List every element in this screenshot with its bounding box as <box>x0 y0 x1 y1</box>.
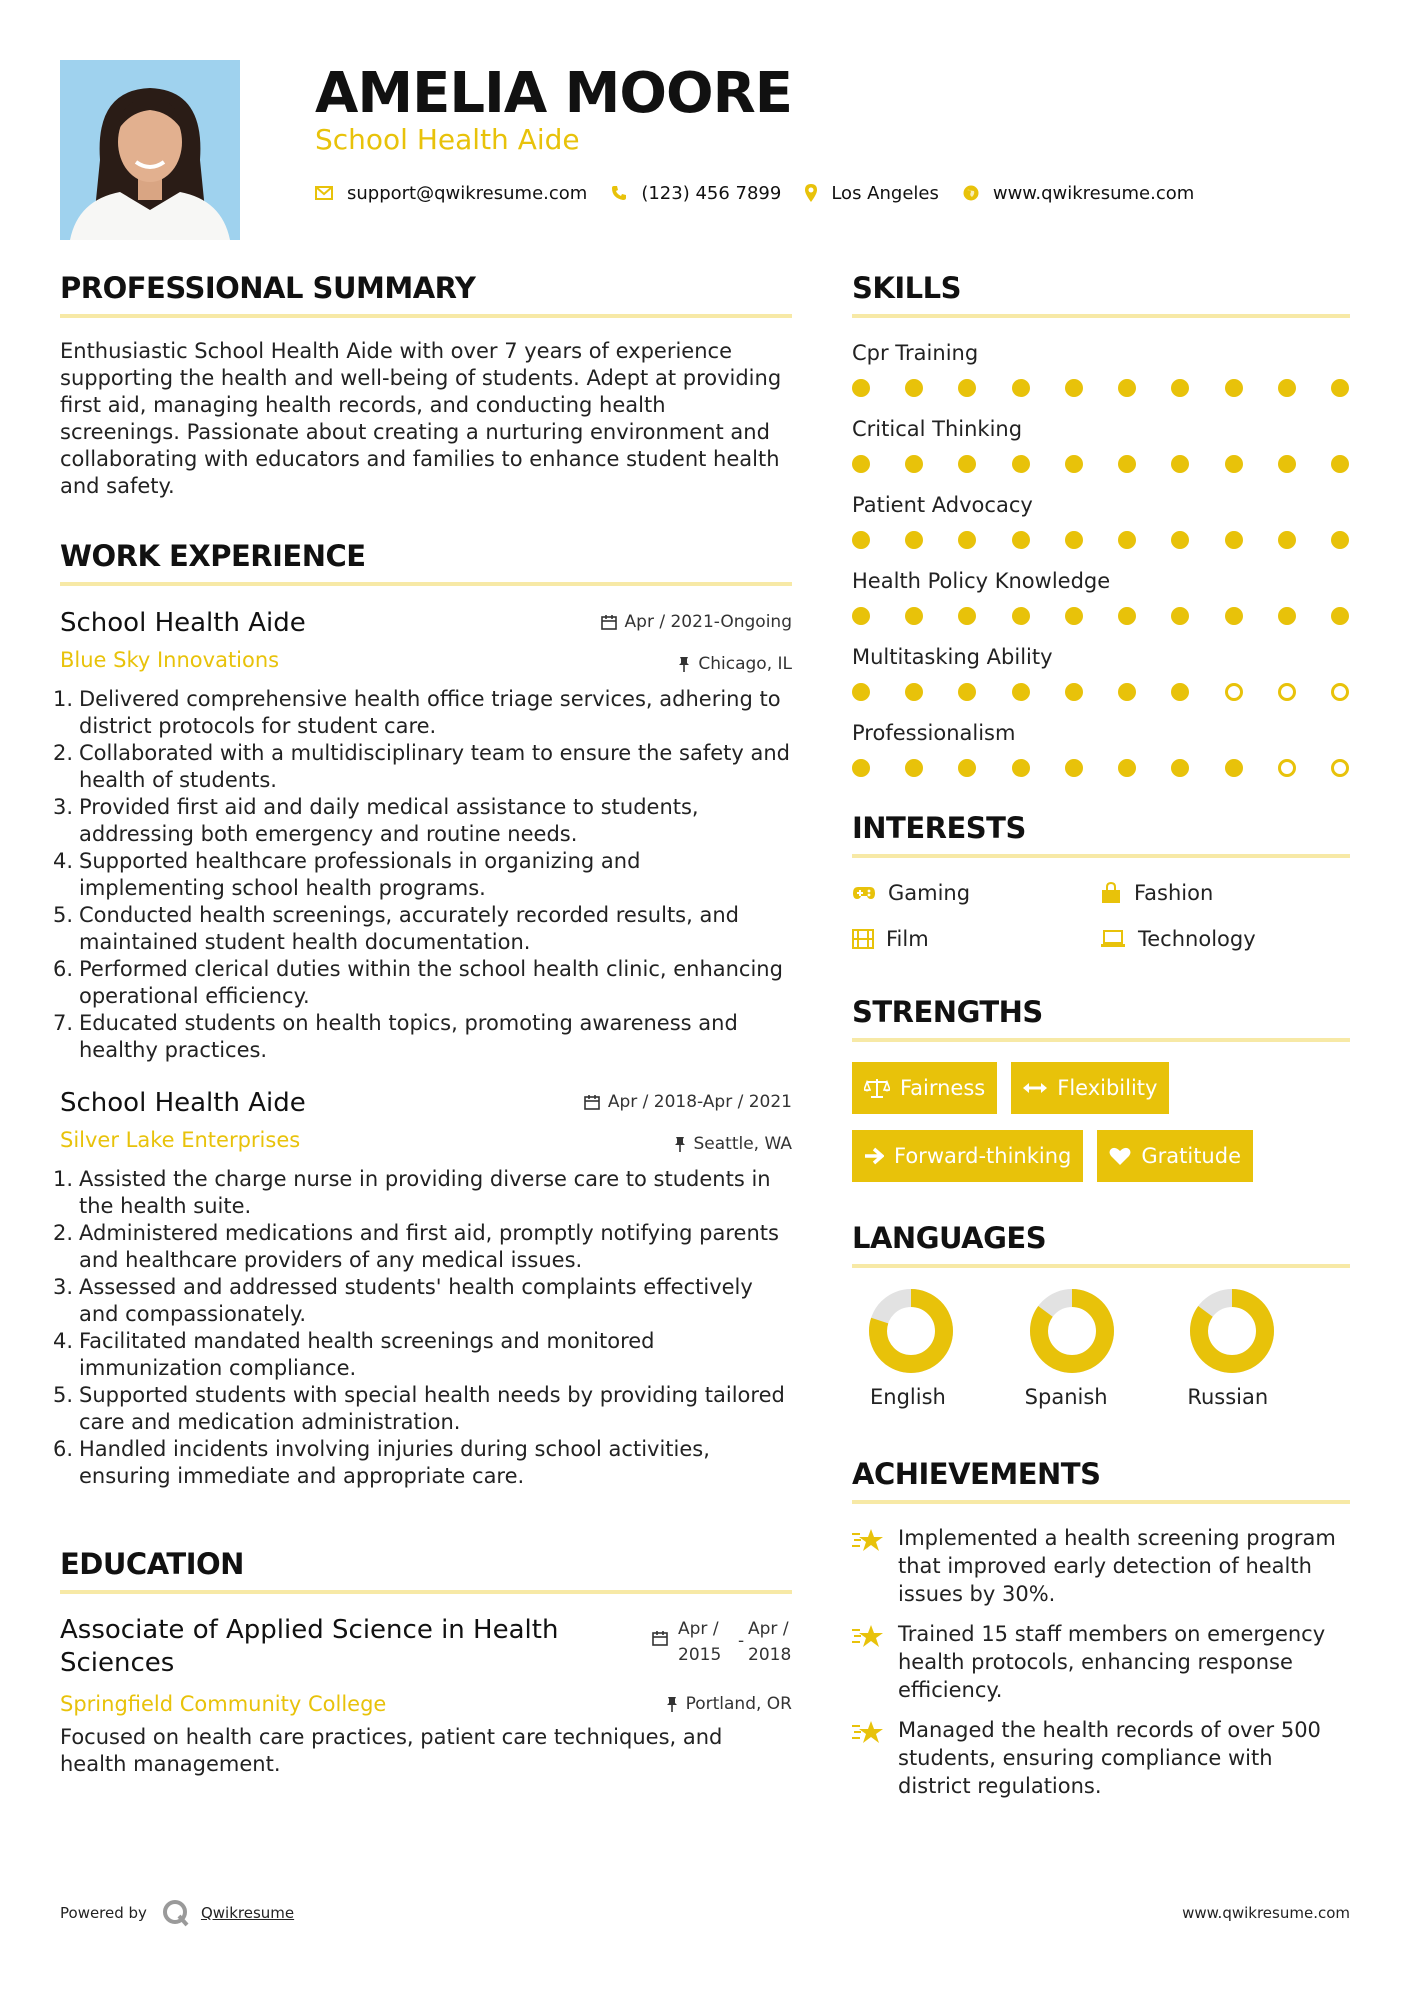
interests-heading: INTERESTS <box>852 810 1350 858</box>
language-item: Spanish <box>1029 1288 1190 1412</box>
skill-dot-filled <box>1278 531 1296 549</box>
phone-icon <box>611 185 627 201</box>
skill-dot-filled <box>1278 379 1296 397</box>
envelope-icon <box>315 186 333 200</box>
language-level-ring <box>1189 1288 1275 1374</box>
company-name: Silver Lake Enterprises <box>60 1128 301 1152</box>
powered-by-text: Powered by <box>60 1904 147 1922</box>
strengths-tags <box>852 1062 1350 1198</box>
shopping-bag-icon <box>1100 882 1122 904</box>
map-pin-icon <box>805 184 817 202</box>
calendar-icon <box>584 1094 600 1110</box>
skill-dot-filled <box>958 759 976 777</box>
skill-dot-filled <box>1012 607 1030 625</box>
education-date <box>652 1616 792 1668</box>
skill-dot-filled <box>852 379 870 397</box>
email-text: support@qwikresume.com <box>347 182 588 204</box>
job-title: School Health Aide <box>60 608 306 638</box>
pushpin-icon <box>674 1136 686 1152</box>
skill-dot-empty <box>1278 683 1296 701</box>
contact-phone[interactable] <box>611 183 781 204</box>
skill-dot-filled <box>1225 607 1243 625</box>
skill-rating <box>852 596 1350 636</box>
laptop-icon <box>1100 930 1126 948</box>
skill-dot-filled <box>1118 379 1136 397</box>
job-location <box>678 654 792 674</box>
skills-heading: SKILLS <box>852 270 1350 318</box>
skill-rating <box>852 520 1350 560</box>
skill-dot-filled <box>1012 379 1030 397</box>
list-item: 7. Educated students on health topics, promoting awareness and healthy practices. <box>53 1011 738 1062</box>
skill-dot-filled <box>905 455 923 473</box>
languages-heading: LANGUAGES <box>852 1220 1350 1268</box>
list-item: 1. Delivered comprehensive health office triage services, adhering to district protocols for student care. <box>53 687 781 738</box>
skill-dot-filled <box>852 455 870 473</box>
education-entry <box>60 1614 792 1778</box>
date-separator: - <box>738 1631 745 1651</box>
skill-dot-filled <box>1171 683 1189 701</box>
skill-dot-filled <box>1065 759 1083 777</box>
skill-rating <box>852 672 1350 712</box>
education-end: Apr / 2018 <box>748 1619 792 1665</box>
skill-dot-filled <box>958 531 976 549</box>
interest-item: Fashion <box>1100 878 1350 908</box>
language-level-ring <box>868 1288 954 1374</box>
skill-item: Patient Advocacy <box>852 490 1350 560</box>
skill-dot-filled <box>1331 455 1349 473</box>
contact-website[interactable] <box>963 183 1194 204</box>
skill-item: Multitasking Ability <box>852 642 1350 712</box>
skill-dot-filled <box>1118 455 1136 473</box>
pushpin-icon <box>666 1696 678 1712</box>
education-sub <box>60 1692 792 1716</box>
skill-dot-filled <box>852 607 870 625</box>
skill-dot-filled <box>1118 759 1136 777</box>
candidate-name: AMELIA MOORE <box>315 61 792 126</box>
list-item: 2. Administered medications and first aid, promptly notifying parents and healthcare providers of any medical issues. <box>53 1221 779 1272</box>
skill-dot-filled <box>1065 607 1083 625</box>
list-item: 2. Collaborated with a multidisciplinary team to ensure the safety and health of students. <box>53 741 790 792</box>
achievement-item: Managed the health records of over 500 students, ensuring compliance with district regulations. <box>852 1716 1350 1800</box>
school-name: Springfield Community College <box>60 1692 387 1716</box>
skill-item: Professionalism <box>852 718 1350 788</box>
contact-bar <box>315 178 1218 208</box>
skill-dot-filled <box>1331 531 1349 549</box>
powered-by <box>60 1898 294 1928</box>
calendar-icon <box>601 614 617 630</box>
list-item: 4. Facilitated mandated health screenings and monitored immunization compliance. <box>53 1329 655 1380</box>
job-date-text: Apr / 2018-Apr / 2021 <box>607 1092 792 1112</box>
skill-dot-empty <box>1331 759 1349 777</box>
balance-scale-icon <box>864 1077 890 1099</box>
skill-dot-filled <box>1065 455 1083 473</box>
skill-dot-filled <box>852 683 870 701</box>
list-item: 6. Performed clerical duties within the school health clinic, enhancing operational efficiency. <box>53 957 783 1008</box>
skill-dot-empty <box>1331 683 1349 701</box>
skill-dot-filled <box>1065 379 1083 397</box>
interests-grid <box>852 878 1350 954</box>
language-item: Russian <box>1189 1288 1350 1412</box>
job-date <box>601 612 792 632</box>
strength-tag: Forward-thinking <box>852 1130 1083 1182</box>
skill-dot-filled <box>1012 759 1030 777</box>
skill-dot-filled <box>852 759 870 777</box>
globe-icon <box>963 185 979 201</box>
calendar-icon <box>652 1630 668 1646</box>
interest-item: Film <box>852 924 1100 954</box>
strength-tag: Fairness <box>852 1062 997 1114</box>
footer <box>60 1898 1350 1928</box>
skill-dot-filled <box>905 379 923 397</box>
achievements-heading: ACHIEVEMENTS <box>852 1456 1350 1504</box>
language-item: English <box>868 1288 1029 1412</box>
skill-dot-filled <box>958 455 976 473</box>
arrow-right-icon <box>864 1147 884 1165</box>
profile-photo <box>60 60 240 240</box>
candidate-title: School Health Aide <box>315 123 580 156</box>
list-item: 6. Handled incidents involving injuries during school activities, ensuring immediate and appropriate care. <box>53 1437 710 1488</box>
job-title: School Health Aide <box>60 1088 306 1118</box>
skill-dot-filled <box>1171 531 1189 549</box>
achievements-list <box>852 1524 1350 1800</box>
skill-dot-filled <box>1012 531 1030 549</box>
heart-icon <box>1109 1146 1131 1166</box>
skill-dot-filled <box>1012 683 1030 701</box>
skill-dot-filled <box>1118 683 1136 701</box>
skill-dot-filled <box>905 607 923 625</box>
skill-dot-filled <box>852 531 870 549</box>
company-name: Blue Sky Innovations <box>60 648 280 672</box>
skill-dot-filled <box>1065 683 1083 701</box>
list-item: 3. Assessed and addressed students' health complaints effectively and compassionately. <box>53 1275 753 1326</box>
skill-dot-filled <box>1118 607 1136 625</box>
skill-dot-filled <box>1171 379 1189 397</box>
website-text: www.qwikresume.com <box>992 182 1195 204</box>
list-item: 3. Provided first aid and daily medical assistance to students, addressing both emergency and routine needs. <box>53 795 699 846</box>
list-item: 5. Supported students with special health needs by providing tailored care and medication administration. <box>53 1383 785 1434</box>
skill-dot-filled <box>1118 531 1136 549</box>
skill-dot-filled <box>1225 455 1243 473</box>
location-text: Los Angeles <box>831 182 939 204</box>
skill-item: Cpr Training <box>852 338 1350 408</box>
skill-dot-filled <box>1225 759 1243 777</box>
degree-title: Associate of Applied Science in Health Sciences <box>60 1615 559 1678</box>
skill-dot-empty <box>1278 759 1296 777</box>
job-bullets <box>53 686 792 1064</box>
job-date <box>584 1092 792 1112</box>
summary-text: Enthusiastic School Health Aide with over 7 years of experience supporting the health and well-being of students. Adept at providing first aid, managing health records, and conducting health screenings. Passionate about creating a nurturing environment and collaborating with educators and families to enhance student health and safety. <box>60 339 782 498</box>
list-item: 4. Supported healthcare professionals in organizing and implementing school health programs. <box>53 849 641 900</box>
summary-heading: PROFESSIONAL SUMMARY <box>60 270 792 318</box>
star-icon <box>852 1720 884 1744</box>
footer-website[interactable]: www.qwikresume.com <box>1182 1904 1350 1922</box>
skill-dot-filled <box>1171 607 1189 625</box>
strength-tag: Gratitude <box>1097 1130 1253 1182</box>
achievement-item: Trained 15 staff members on emergency health protocols, enhancing response efficiency. <box>852 1620 1350 1704</box>
skill-dot-filled <box>1171 455 1189 473</box>
list-item: 5. Conducted health screenings, accurately recorded results, and maintained student health documentation. <box>53 903 739 954</box>
languages-list <box>852 1288 1350 1412</box>
skill-rating <box>852 368 1350 408</box>
language-level-ring <box>1029 1288 1115 1374</box>
job-location-text: Seattle, WA <box>693 1134 792 1154</box>
education-start: Apr / 2015 <box>678 1619 722 1665</box>
education-heading: EDUCATION <box>60 1546 792 1594</box>
skill-dot-filled <box>958 379 976 397</box>
gamepad-icon <box>852 885 876 901</box>
skill-rating <box>852 444 1350 484</box>
interest-item: Technology <box>1100 924 1350 954</box>
skill-dot-filled <box>1331 607 1349 625</box>
skill-dot-filled <box>1225 379 1243 397</box>
skill-dot-empty <box>1225 683 1243 701</box>
skill-item: Critical Thinking <box>852 414 1350 484</box>
job-date-text: Apr / 2021-Ongoing <box>624 612 792 632</box>
skill-dot-filled <box>1065 531 1083 549</box>
list-item: 1. Assisted the charge nurse in providing diverse care to students in the health suite. <box>53 1167 771 1218</box>
interest-item: Gaming <box>852 878 1100 908</box>
pushpin-icon <box>678 656 690 672</box>
qwikresume-link[interactable]: Qwikresume <box>200 1904 295 1922</box>
star-icon <box>852 1624 884 1648</box>
skill-dot-filled <box>1171 759 1189 777</box>
job-1 <box>53 606 792 1064</box>
skills-list <box>852 338 1350 788</box>
skill-dot-filled <box>1225 531 1243 549</box>
contact-location <box>805 183 939 204</box>
skill-dot-filled <box>905 759 923 777</box>
job-location <box>674 1134 793 1154</box>
achievement-item: Implemented a health screening program that improved early detection of health issues by 30%. <box>852 1524 1350 1608</box>
job-2 <box>53 1086 792 1490</box>
skill-dot-filled <box>1278 607 1296 625</box>
skill-item: Health Policy Knowledge <box>852 566 1350 636</box>
contact-email[interactable] <box>315 183 587 204</box>
job-location-text: Chicago, IL <box>698 654 792 674</box>
skill-dot-filled <box>1278 455 1296 473</box>
arrows-horizontal-icon <box>1023 1081 1047 1095</box>
strengths-heading: STRENGTHS <box>852 994 1350 1042</box>
job-bullets <box>53 1166 792 1490</box>
right-column <box>852 270 1350 1812</box>
skill-dot-filled <box>1012 455 1030 473</box>
skill-dot-filled <box>905 683 923 701</box>
qwikresume-logo-icon <box>161 1898 191 1928</box>
left-column <box>53 270 792 1778</box>
skill-rating <box>852 748 1350 788</box>
education-location: Portland, OR <box>666 1694 792 1714</box>
skill-dot-filled <box>905 531 923 549</box>
phone-text: (123) 456 7899 <box>641 182 782 204</box>
star-icon <box>852 1528 884 1552</box>
strength-tag: Flexibility <box>1011 1062 1169 1114</box>
experience-heading: WORK EXPERIENCE <box>60 538 792 586</box>
skill-dot-filled <box>958 683 976 701</box>
film-icon <box>852 929 874 949</box>
skill-dot-filled <box>1331 379 1349 397</box>
education-description: Focused on health care practices, patient care techniques, and health management. <box>60 1725 723 1776</box>
skill-dot-filled <box>958 607 976 625</box>
